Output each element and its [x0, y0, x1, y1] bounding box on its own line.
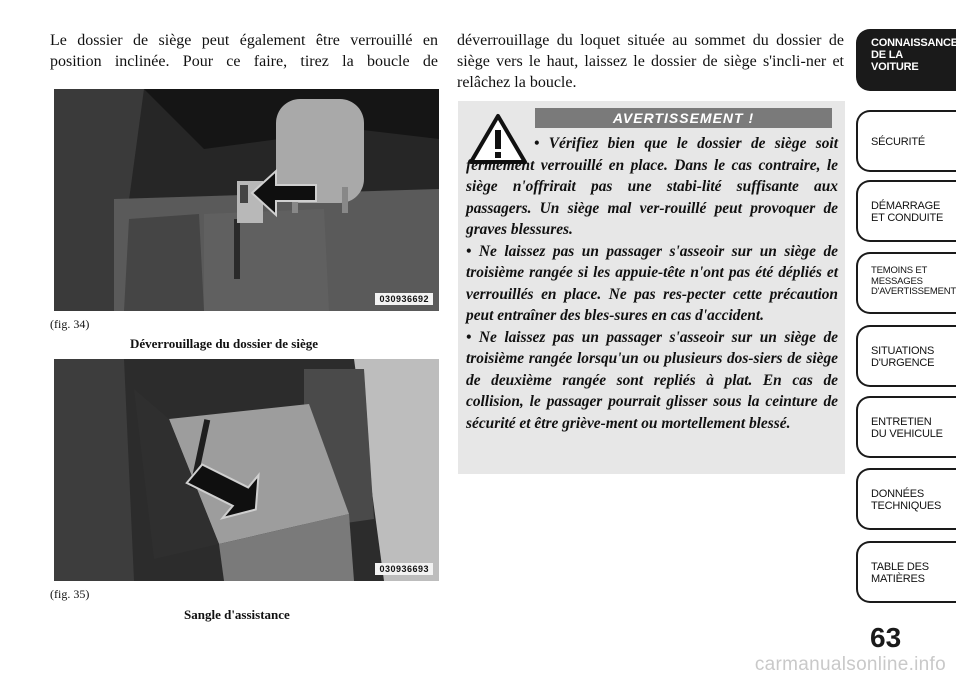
tab-label: SÉCURITÉ — [871, 136, 926, 148]
figure-code: 030936693 — [375, 563, 433, 575]
assist-strap-illustration — [54, 359, 439, 581]
tab-label: SITUATIONS — [871, 345, 935, 357]
seatback-release-illustration — [54, 89, 439, 311]
figure-caption: Déverrouillage du dossier de siège — [130, 336, 319, 351]
tab-connaissance-voiture[interactable] — [856, 29, 956, 91]
page-number: 63 — [870, 622, 902, 653]
tab-demarrage-conduite[interactable] — [856, 180, 956, 242]
tab-label: TEMOINS ET — [871, 265, 928, 276]
warning-box — [458, 101, 845, 474]
figure-code: 030936692 — [375, 293, 433, 305]
tab-label: DE LA VOITURE — [871, 49, 919, 73]
tab-securite[interactable] — [856, 110, 956, 172]
tab-label: DU VEHICULE — [871, 428, 943, 440]
figure-number: (fig. 34) — [50, 317, 90, 331]
warning-item: • Ne laissez pas un passager s'asseoir sur un siège de troisième rangée si les appuie-tête n'ont pas été dépliés et verrouillés en place. Ne pas res-pecter cette précaution peut entraîner des bles-sures en cas d'accident. — [466, 241, 838, 327]
watermark: carmanualsonline.info — [754, 654, 946, 675]
tab-entretien-vehicule[interactable] — [856, 396, 956, 458]
tab-label: DONNÉES — [871, 488, 924, 500]
tab-label: ENTRETIEN — [871, 416, 932, 428]
figure-assist-strap-photo — [54, 359, 439, 581]
tab-label: TABLE DES — [871, 561, 929, 573]
intro-paragraph-right: déverrouillage du loquet située au sommet du dossier de siège vers le haut, laissez le dossier de siège s'incli-ner et relâchez la boucle. — [457, 32, 844, 91]
tab-label: ET CONDUITE — [871, 212, 944, 224]
tab-table-des-matieres[interactable] — [856, 541, 956, 603]
figure-seatback-release-photo — [54, 89, 439, 311]
tab-label: CONNAISSANCE — [871, 37, 958, 49]
tab-label: MATIÈRES — [871, 573, 925, 585]
tab-situations-urgence[interactable] — [856, 325, 956, 387]
figure-caption: Sangle d'assistance — [184, 607, 290, 622]
tab-label: DÉMARRAGE — [871, 200, 941, 212]
warning-list — [466, 133, 838, 434]
chapter-sidebar — [856, 0, 960, 678]
tab-label: MESSAGES — [871, 275, 923, 287]
figure-number: (fig. 35) — [50, 587, 90, 601]
warning-item: • Ne laissez pas un passager s'asseoir sur un siège de troisième rangée lorsqu'un ou plusieurs dos-siers de siège de deuxième rangée sont repliés à plat. En cas de collision, le passager pourrait glisser sous la ceinture de sécurité et être griève-ment ou mortellement blessé. — [466, 327, 838, 435]
tab-donnees-techniques[interactable] — [856, 468, 956, 530]
tab-label: D'AVERTISSEMENT — [871, 286, 957, 297]
warning-item: • Vérifiez bien que le dossier de siège soit fermement verrouillé en place. Dans le cas contraire, le siège n'offrirait pas une stabi-lité suffisante aux passagers. Un siège mal ver-rouillé peut provoquer de graves blessures. — [466, 133, 838, 241]
tab-temoins-messages[interactable] — [856, 252, 956, 314]
intro-paragraph-left: Le dossier de siège peut également être verrouillé en position inclinée. Pour ce faire, tirez la boucle de — [50, 32, 438, 70]
tab-label: D'URGENCE — [871, 357, 935, 369]
warning-title: AVERTISSEMENT ! — [535, 108, 832, 128]
tab-label: TECHNIQUES — [871, 500, 942, 512]
